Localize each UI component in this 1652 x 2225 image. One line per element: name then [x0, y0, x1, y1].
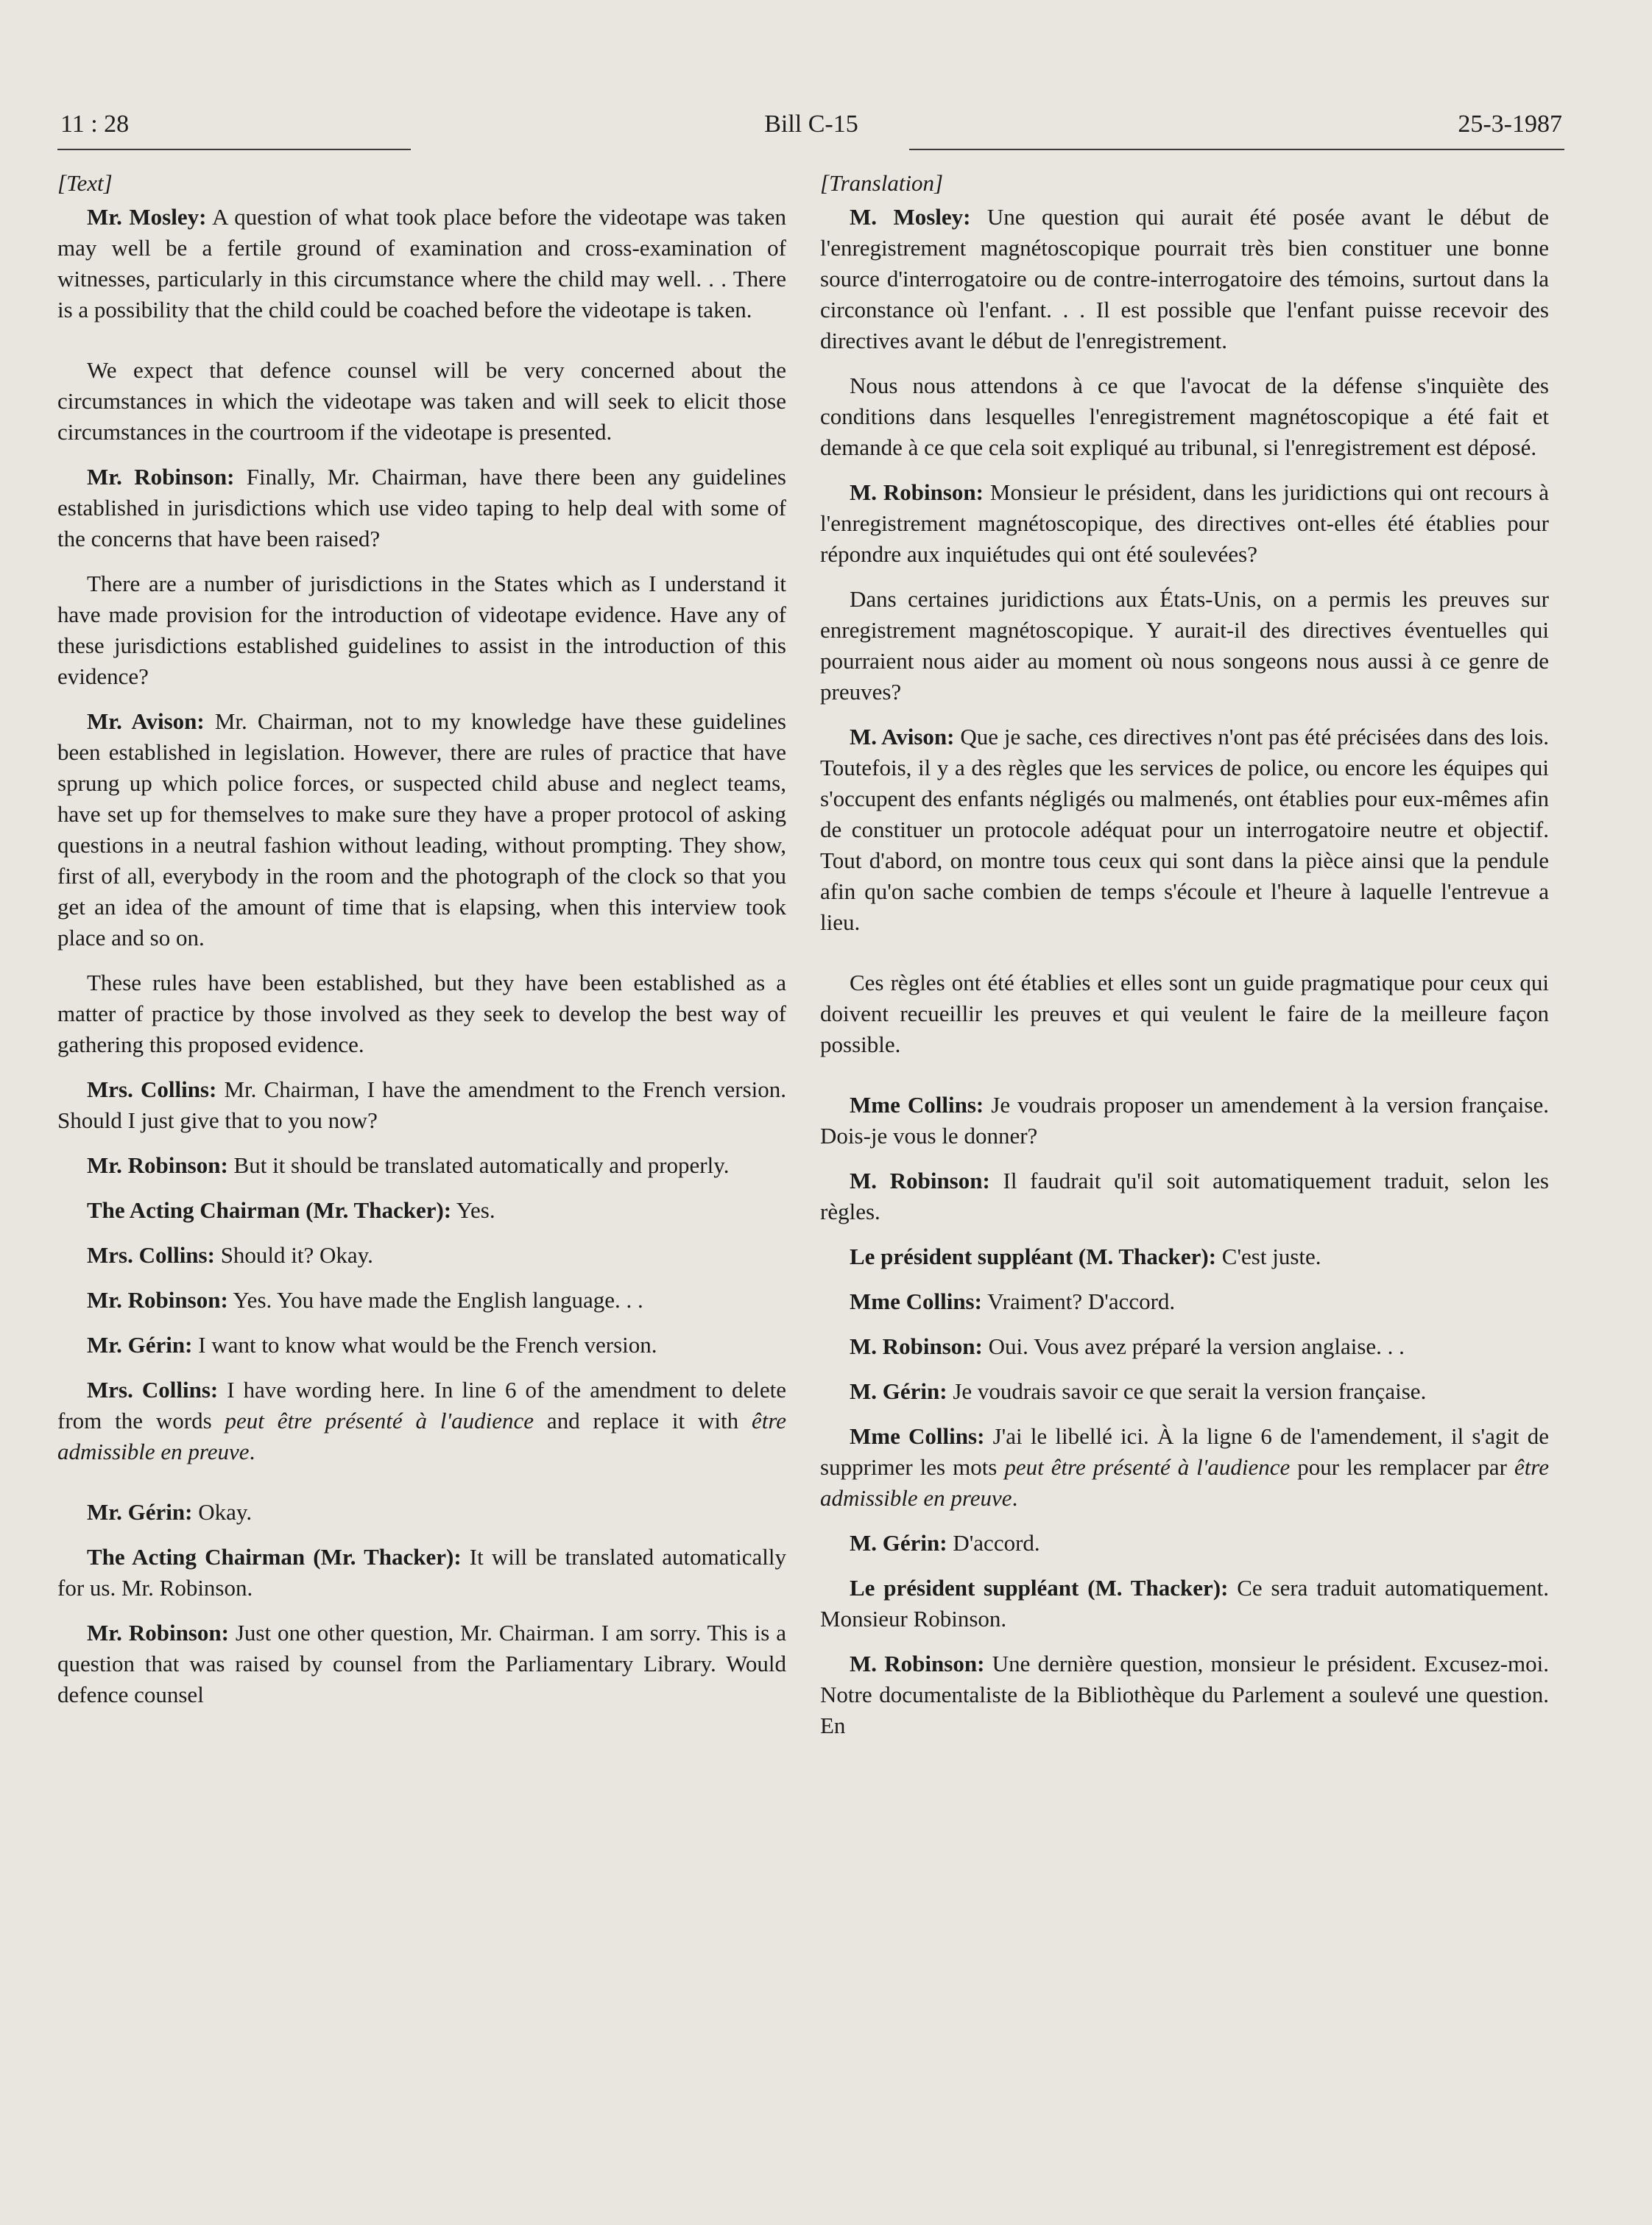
paragraph — [820, 1166, 1549, 1227]
paragraph — [57, 1330, 786, 1361]
remark: We expect that defence counsel will be very concerned about the circumstances in which the videotape was taken and will seek to elicit those circumstances in the courtroom if the videotape is presented. — [57, 357, 786, 445]
paragraph — [57, 1074, 786, 1136]
paragraph — [57, 1497, 786, 1528]
remark: I have wording here. In line 6 of the amendment to delete from the words — [57, 1377, 786, 1434]
speaker: M. Gérin: — [850, 1378, 947, 1404]
paragraph — [57, 1240, 786, 1271]
paragraph — [820, 967, 1549, 1060]
speaker: M. Avison: — [850, 724, 955, 750]
remark: Just one other question, Mr. Chairman. I am sorry. This is a question that was raised by counsel from the Parliamentary Library. Would defence counsel — [57, 1620, 786, 1707]
remark: D'accord. — [947, 1530, 1040, 1556]
paragraph — [820, 202, 1549, 356]
speaker: Mr. Avison: — [87, 708, 205, 734]
paragraph — [820, 1331, 1549, 1362]
remark: A question of what took place before the videotape was taken may well be a fertile ground of examination and cross-examination of witnesses, particularly in this circumstance where the child may well. . . There is a possibility that the child could be coached before the videotape is taken. — [57, 204, 786, 322]
remark: Vraiment? D'accord. — [981, 1288, 1176, 1314]
remark: I want to know what would be the French version. — [192, 1332, 657, 1358]
remark: Finally, Mr. Chairman, have there been any guidelines established in jurisdictions which use video taping to help deal with some of the concerns that have been raised? — [57, 464, 786, 551]
page-number: 11 : 28 — [60, 110, 130, 138]
column-tag: [Translation] — [820, 170, 944, 196]
remark: Ces règles ont été établies et elles sont un guide pragmatique pour ceux qui doivent recueillir les preuves et qui veulent le faire de la meilleure façon possible. — [820, 970, 1549, 1057]
paragraph — [820, 1573, 1549, 1635]
header-rule-right — [909, 149, 1564, 150]
paragraph — [820, 1649, 1549, 1741]
remark: Okay. — [192, 1499, 253, 1525]
remark: and replace it with — [534, 1408, 752, 1434]
paragraph — [57, 568, 786, 692]
quoted-french: être admissible en preuve — [820, 1454, 1549, 1511]
paragraph — [57, 1150, 786, 1181]
remark: Nous nous attendons à ce que l'avocat de la défense s'inquiète des conditions dans lesquelles l'enregistrement magnétoscopique a été fait et demande à ce que cela soit expliqué au tribunal, si l'enregistrement est déposé. — [820, 373, 1549, 460]
remark: Dans certaines juridictions aux États-Unis, on a permis les preuves sur enregistrement magnétoscopique. Y aurait-il des directives éventuelles qui pourraient nous aider au moment où nous songeons nous aussi à ce genre de preuves? — [820, 586, 1549, 705]
remark: These rules have been established, but they have been established as a matter of practice by those involved as they seek to develop the best way of gathering this proposed evidence. — [57, 970, 786, 1057]
speaker: Mr. Gérin: — [87, 1499, 193, 1525]
remark: Ce sera traduit automatiquement. Monsieur Robinson. — [820, 1575, 1549, 1632]
remark: Yes. You have made the English language. . . — [227, 1287, 643, 1313]
speaker: M. Robinson: — [850, 1168, 990, 1193]
remark: Oui. Vous avez préparé la version anglaise. . . — [982, 1333, 1405, 1359]
speaker: Mr. Gérin: — [87, 1332, 193, 1358]
paragraph — [820, 1090, 1549, 1152]
remark: Mr. Chairman, not to my knowledge have these guidelines been established in legislation. However, there are rules of practice that have sprung up which police forces, or suspected child abuse and neglect teams, have set up for themselves to make sure they have a proper protocol of asking questions in a neutral fashion without leading, without prompting. They show, first of all, everybody in the room and the photograph of the clock so that you get an idea of the amount of time that is elapsing, when this interview took place and so on. — [57, 708, 786, 951]
paragraph — [57, 1375, 786, 1467]
remark: Il faudrait qu'il soit automatiquement traduit, selon les règles. — [820, 1168, 1549, 1224]
paragraph — [820, 1286, 1549, 1317]
remark: pour les remplacer par — [1290, 1454, 1514, 1480]
remark: Une dernière question, monsieur le président. Excusez-moi. Notre documentaliste de la Bibliothèque du Parlement a soulevé une question. En — [820, 1651, 1550, 1738]
paragraph — [57, 355, 786, 448]
speaker: Mr. Robinson: — [87, 1620, 229, 1646]
paragraph — [57, 1542, 786, 1604]
header-rule-left — [57, 149, 411, 150]
paragraph — [57, 462, 786, 554]
quoted-french: être admissible en preuve — [57, 1408, 787, 1464]
speaker: The Acting Chairman (Mr. Thacker): — [87, 1197, 452, 1223]
remark: Monsieur le président, dans les juridictions qui ont recours à l'enregistrement magnétoscopique, des directives ont-elles été établies pour répondre aux inquiétudes qui ont été soulevées? — [820, 479, 1549, 567]
speaker: Mr. Robinson: — [87, 464, 235, 490]
remark: Should it? Okay. — [214, 1242, 373, 1268]
speaker: M. Robinson: — [850, 1333, 983, 1359]
remark: But it should be translated automatically and properly. — [227, 1152, 730, 1178]
speaker: Mrs. Collins: — [87, 1076, 217, 1102]
speaker: M. Robinson: — [850, 479, 984, 505]
speaker: Mr. Robinson: — [87, 1152, 228, 1178]
speaker: Le président suppléant (M. Thacker): — [850, 1575, 1229, 1601]
paragraph — [820, 1376, 1549, 1407]
paragraph — [820, 584, 1549, 708]
paragraph — [57, 967, 786, 1060]
quoted-french: peut être présenté à l'audience — [225, 1408, 534, 1434]
bill-title: Bill C-15 — [764, 110, 858, 138]
speaker: Mrs. Collins: — [87, 1377, 219, 1403]
speaker: M. Mosley: — [850, 204, 971, 230]
remark: Je voudrais savoir ce que serait la version française. — [947, 1378, 1427, 1404]
french-column — [820, 168, 1549, 1755]
page-header — [60, 110, 1562, 155]
speaker: Mrs. Collins: — [87, 1242, 215, 1268]
remark: C'est juste. — [1216, 1244, 1321, 1269]
speaker: Mr. Mosley: — [87, 204, 207, 230]
page-date: 25-3-1987 — [1458, 110, 1562, 138]
english-column — [57, 168, 786, 1724]
paragraph — [57, 202, 786, 325]
paragraph — [820, 370, 1549, 463]
paragraph — [57, 706, 786, 953]
quoted-french: peut être présenté à l'audience — [1004, 1454, 1291, 1480]
remark: Yes. — [451, 1197, 495, 1223]
remark: Que je sache, ces directives n'ont pas été précisées dans des lois. Toutefois, il y a des règles que les services de police, ou encore les équipes qui s'occupent des enfants négligés ou malmenés, ont établies pour eux-mêmes afin de constituer un protocole adéquat pour un interrogatoire neutre et objectif. Tout d'abord, on montre tous ceux qui sont dans la pièce ainsi que la pendule afin qu'on sache combien de temps s'écoule et l'heure à laquelle l'entrevue a lieu. — [820, 724, 1549, 935]
remark: Je voudrais proposer un amendement à la version française. Dois-je vous le donner? — [820, 1092, 1549, 1149]
speaker: The Acting Chairman (Mr. Thacker): — [87, 1544, 462, 1570]
remark: Mr. Chairman, I have the amendment to the French version. Should I just give that to you now? — [57, 1076, 787, 1133]
remark: J'ai le libellé ici. À la ligne 6 de l'amendement, il s'agit de supprimer les mots — [820, 1423, 1550, 1480]
paragraph — [820, 477, 1549, 570]
paragraph — [57, 1618, 786, 1710]
speaker: M. Gérin: — [850, 1530, 947, 1556]
column-tag: [Text] — [57, 170, 113, 196]
remark: There are a number of jurisdictions in the States which as I understand it have made provision for the introduction of videotape evidence. Have any of these jurisdictions established guidelines to assist in the introduction of this evidence? — [57, 571, 786, 689]
speaker: Mme Collins: — [850, 1288, 982, 1314]
speaker: M. Robinson: — [850, 1651, 985, 1676]
remark: . — [249, 1439, 255, 1464]
speaker: Mme Collins: — [850, 1092, 984, 1118]
remark: . — [1012, 1485, 1018, 1511]
paragraph — [820, 1528, 1549, 1559]
speaker: Mme Collins: — [850, 1423, 985, 1449]
paragraph — [57, 1285, 786, 1316]
remark: Une question qui aurait été posée avant le début de l'enregistrement magnétoscopique pourrait très bien constituer une bonne source d'interrogatoire ou de contre-interrogatoire des témoins, surtout dans la circonstance où l'enfant. . . Il est possible que l'enfant puisse recevoir des directives avant le début de l'enregistrement. — [820, 204, 1549, 353]
speaker: Le président suppléant (M. Thacker): — [850, 1244, 1217, 1269]
paragraph — [820, 722, 1549, 938]
paragraph — [820, 1241, 1549, 1272]
paragraph — [57, 1195, 786, 1226]
remark: It will be translated automatically for us. Mr. Robinson. — [57, 1544, 786, 1601]
speaker: Mr. Robinson: — [87, 1287, 228, 1313]
paragraph — [820, 1421, 1549, 1514]
